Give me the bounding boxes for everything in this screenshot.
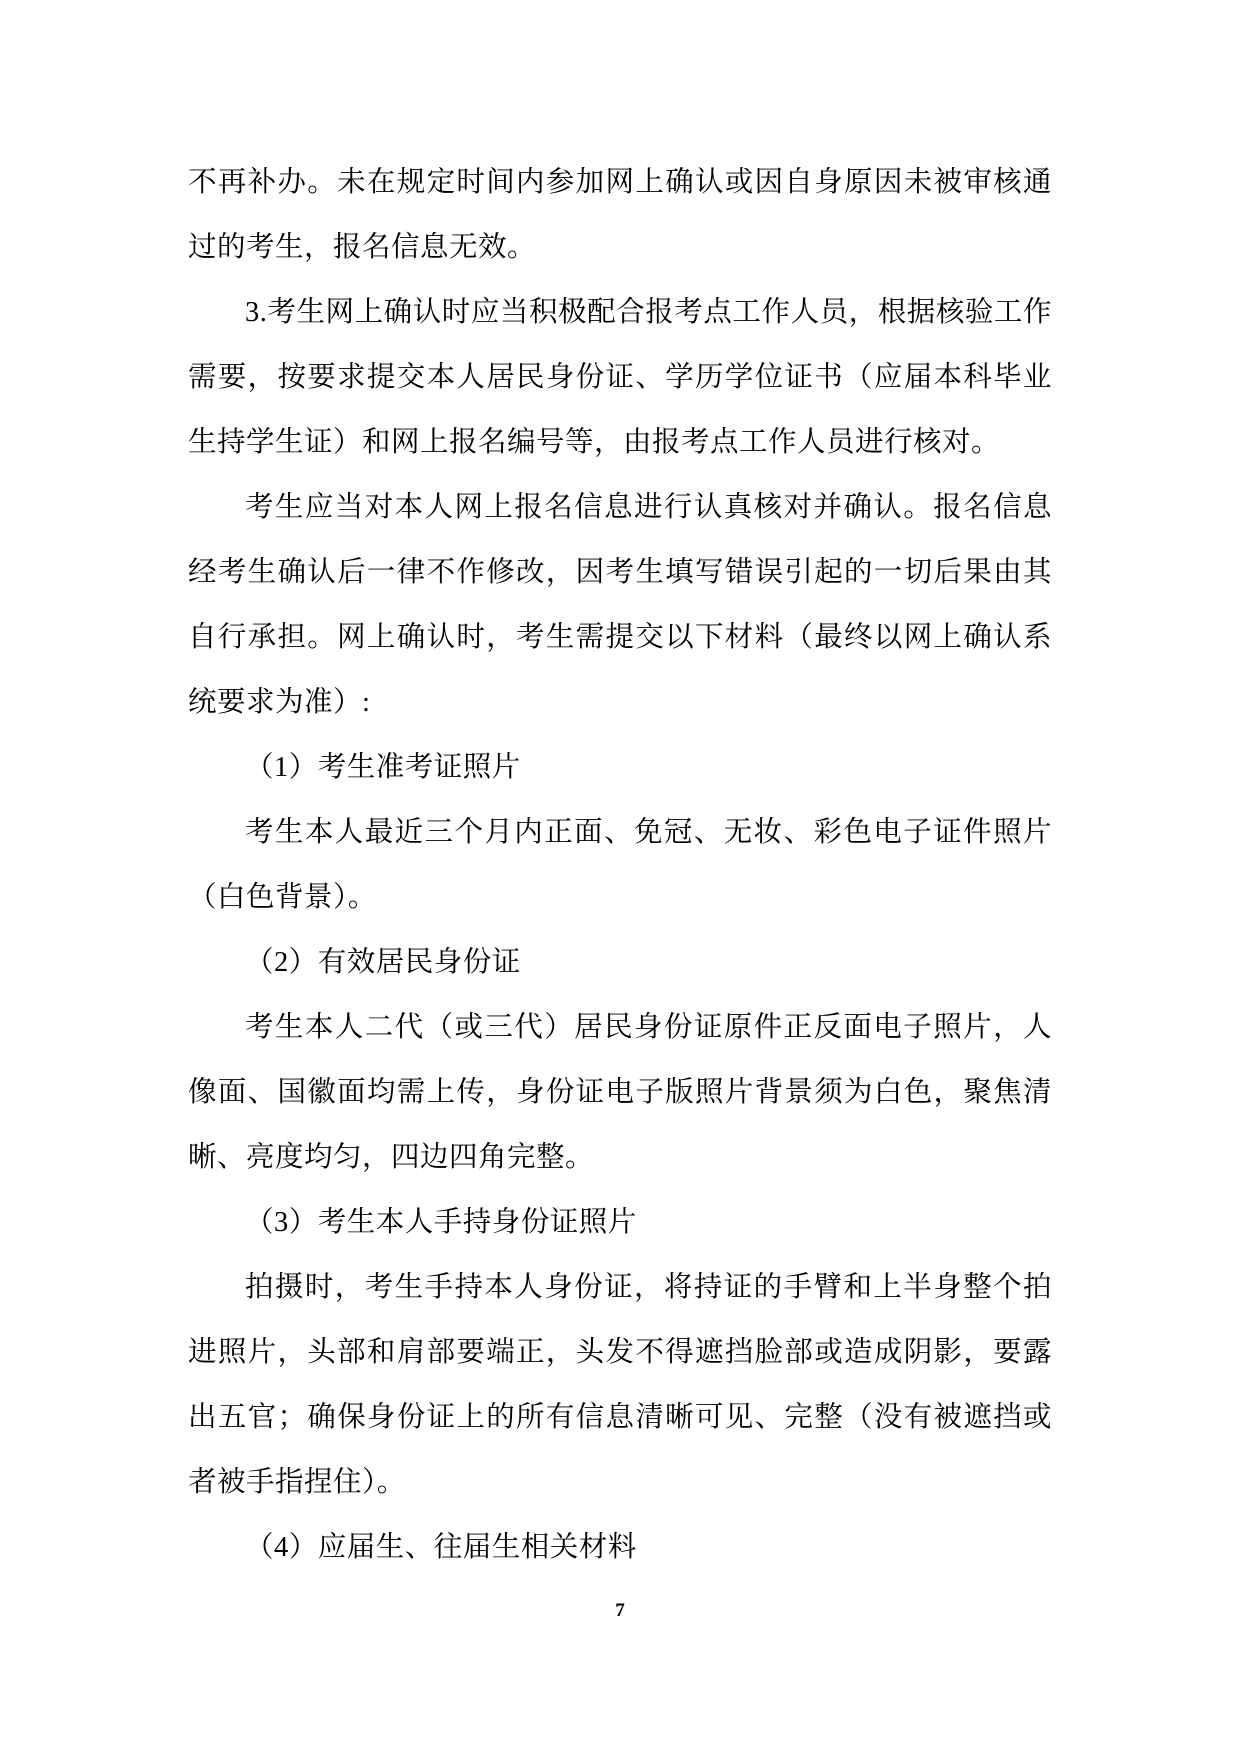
paragraph: 不再补办。未在规定时间内参加网上确认或因自身原因未被审核通过的考生，报名信息无效。 (188, 167, 1052, 263)
page-footer (0, 1600, 1240, 1622)
paragraph: （3）考生本人手持身份证照片 (245, 1207, 637, 1238)
page-number: 7 (615, 1600, 625, 1621)
paragraph: （2）有效居民身份证 (245, 947, 521, 978)
paragraph: 考生应当对本人网上报名信息进行认真核对并确认。报名信息经考生确认后一律不作修改，因考生填写错误引起的一切后果由其自行承担。网上确认时，考生需提交以下材料（最终以网上确认系统要求为准）: (188, 492, 1052, 718)
paragraph: （1）考生准考证照片 (245, 752, 521, 783)
paragraph: （4）应届生、往届生相关材料 (245, 1532, 637, 1563)
paragraph: 3.考生网上确认时应当积极配合报考点工作人员，根据核验工作需要，按要求提交本人居民身份证、学历学位证书（应届本科毕业生持学生证）和网上报名编号等，由报考点工作人员进行核对。 (188, 297, 1052, 458)
document-body (188, 150, 1052, 1580)
paragraph: 考生本人二代（或三代）居民身份证原件正反面电子照片，人像面、国徽面均需上传，身份证电子版照片背景须为白色，聚焦清晰、亮度均匀，四边四角完整。 (188, 1012, 1052, 1173)
paragraph: 拍摄时，考生手持本人身份证，将持证的手臂和上半身整个拍进照片，头部和肩部要端正，头发不得遮挡脸部或造成阴影，要露出五官；确保身份证上的所有信息清晰可见、完整（没有被遮挡或者被手指捏住）。 (188, 1272, 1052, 1498)
paragraph: 考生本人最近三个月内正面、免冠、无妆、彩色电子证件照片（白色背景）。 (188, 817, 1052, 913)
